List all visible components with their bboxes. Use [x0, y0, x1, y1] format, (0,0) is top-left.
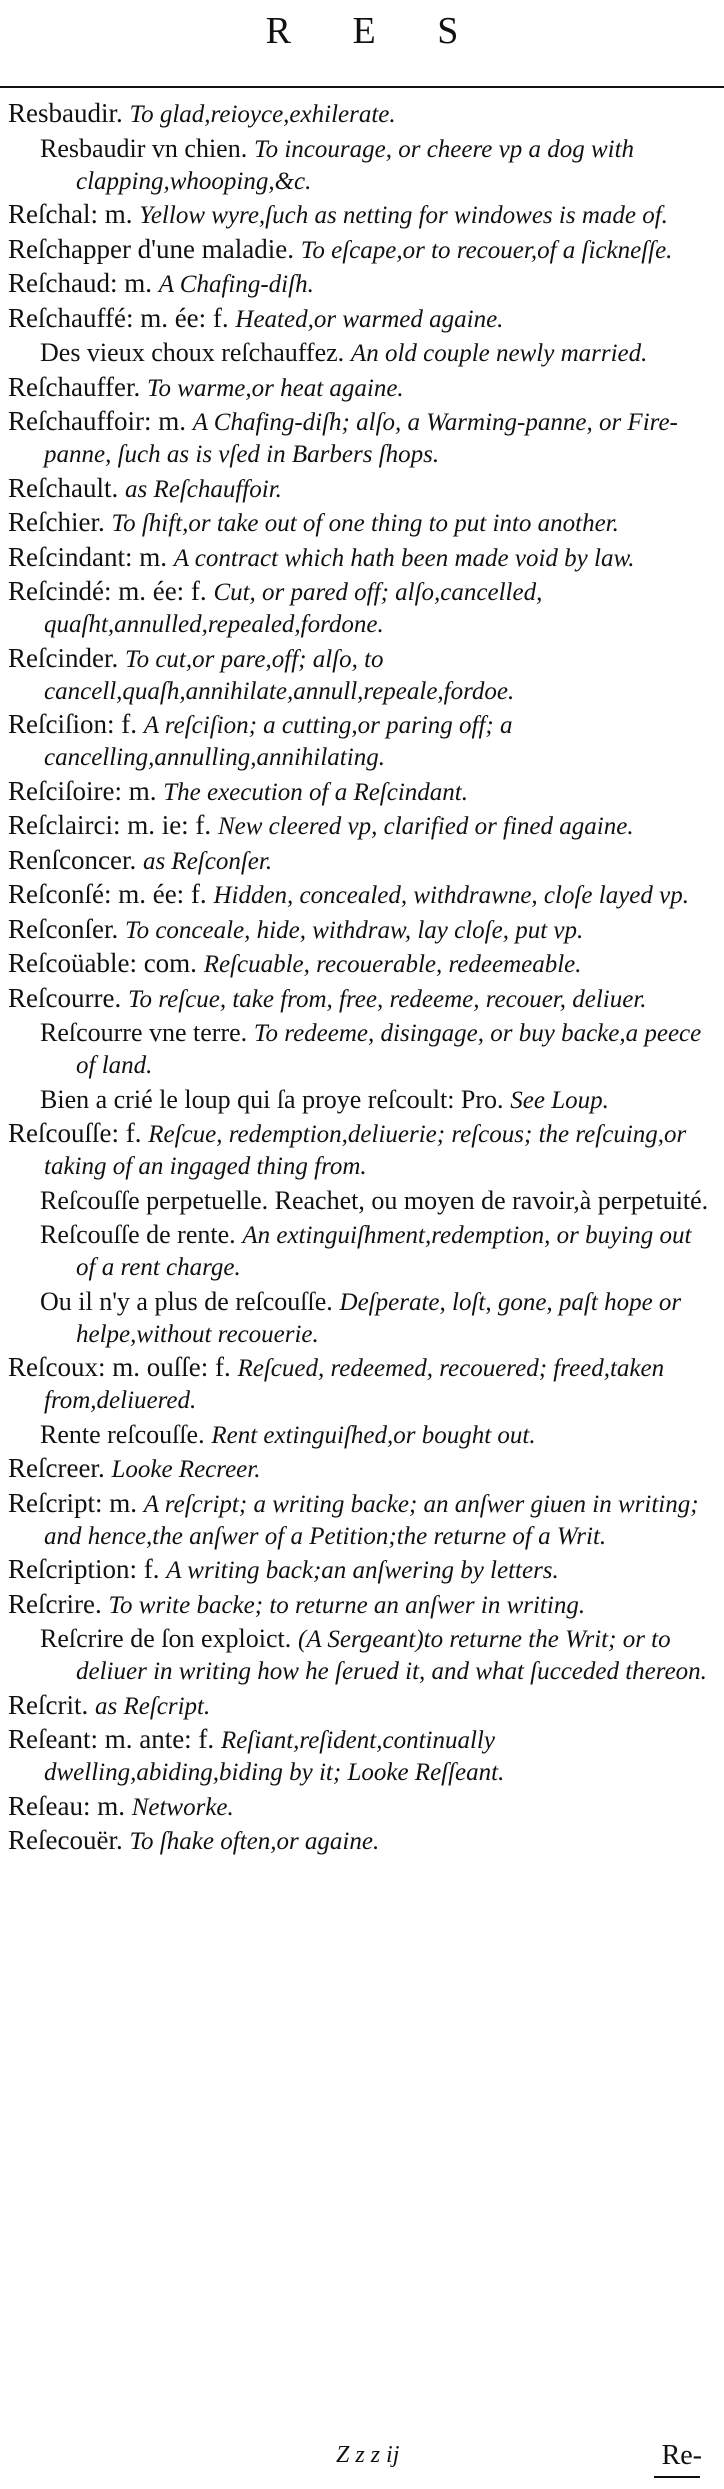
entry-headword: Reſchauffé: m. ée: f. [8, 302, 229, 333]
dictionary-entry [8, 845, 716, 877]
dictionary-entry [8, 1488, 716, 1552]
entry-headword: Reſchier. [8, 507, 105, 537]
entry-headword: Reſcourre. [8, 982, 122, 1013]
entry-definition: Yellow wyre,ſuch as netting for windowes is made of. [139, 202, 668, 229]
entry-definition: An old couple newly married. [350, 340, 648, 367]
entry-definition: A contract which hath been made void by law. [173, 544, 635, 572]
sub-entry [8, 133, 716, 197]
entry-headword: Resbaudir vn chien. [40, 133, 248, 163]
entry-definition: A reſciſion; a cutting,or paring off; a cancelling,annulling,annihilating. [44, 712, 513, 771]
entry-headword: Reſcouſſe de rente. [40, 1220, 236, 1249]
entry-headword: Reſcourre vne terre. [40, 1018, 248, 1047]
entry-headword: Reſchauffer. [8, 371, 141, 402]
dictionary-entry [8, 1352, 716, 1416]
dictionary-entry [8, 914, 716, 946]
dictionary-entry [8, 1453, 716, 1485]
dictionary-entry [8, 1554, 716, 1586]
entry-definition: To reſcue, take from, free, redeeme, recouer, deliuer. [127, 985, 647, 1013]
entry-headword: Reſcindé: m. ée: f. [8, 576, 207, 606]
dictionary-entry [8, 879, 716, 911]
dictionary-entry [8, 576, 716, 640]
dictionary-entry [8, 372, 716, 404]
entry-definition: as Reſconſer. [142, 847, 273, 875]
entry-definition: Networke. [131, 1793, 234, 1821]
entry-headword: Reſcouſſe perpetuelle. Reachet, ou moyen de ravoir,à perpetuité. [40, 1185, 709, 1215]
sub-entry [8, 1419, 716, 1451]
entry-headword: Reſconſé: m. ée: f. [8, 879, 207, 909]
entry-definition: Heated,or warmed againe. [235, 305, 504, 333]
entry-headword: Reſcription: f. [8, 1554, 160, 1584]
entry-headword: Reſcreer. [8, 1453, 105, 1483]
entry-definition: as Reſcript. [94, 1692, 211, 1720]
entry-definition: Looke Recreer. [111, 1456, 261, 1483]
dictionary-entry [8, 406, 716, 470]
entry-definition: To incourage, or cheere vp a dog with clapping,whooping,&c. [76, 135, 635, 195]
entry-definition: See Loup. [510, 1086, 609, 1114]
dictionary-entry [8, 1589, 716, 1621]
sub-entry [8, 1623, 716, 1687]
entry-headword: Reſcrit. [8, 1689, 89, 1720]
entry-headword: Reſcoüable: com. [8, 948, 197, 978]
entry-definition: A writing back;an anſwering by letters. [166, 1557, 559, 1584]
entry-definition: To eſcape,or to recouer,of a ſickneſſe. [300, 236, 673, 264]
entry-definition: To glad,reioyce,exhilerate. [129, 101, 396, 128]
dictionary-column [8, 98, 716, 1860]
dictionary-entry [8, 810, 716, 842]
entry-definition: The execution of a Reſcindant. [163, 778, 468, 806]
dictionary-entry [8, 542, 716, 574]
entry-headword: Reſcouſſe: f. [8, 1118, 142, 1148]
entry-headword: Bien a crié le loup qui ſa proye reſcoult: Pro. [40, 1084, 504, 1114]
entry-definition: To warme,or heat againe. [146, 374, 404, 402]
entry-headword: Reſcindant: m. [8, 541, 167, 572]
entry-definition: New cleered vp, clarified or fined againe. [217, 813, 634, 840]
entry-definition: Cut, or pared off; alſo,cancelled, quaſht,annulled,repealed,fordone. [44, 579, 543, 638]
entry-definition: Reſcuable, recouerable, redeemeable. [203, 951, 582, 978]
entry-headword: Reſecouër. [8, 1825, 123, 1855]
entry-headword: Reſchaud: m. [8, 268, 152, 298]
entry-headword: Reſchal: m. [8, 199, 133, 229]
sub-entry [8, 1017, 716, 1081]
entry-headword: Reſcoux: m. ouſſe: f. [8, 1352, 231, 1382]
sub-entry [8, 1286, 716, 1350]
page-header [0, 0, 724, 62]
dictionary-entry [8, 1724, 716, 1788]
entry-headword: Resbaudir. [8, 98, 123, 128]
entry-definition: Deſperate, loſt, gone, paſt hope or helpe,without recouerie. [76, 1288, 682, 1348]
entry-definition: An extinguiſhment,redemption, or buying out of a rent charge. [76, 1222, 692, 1281]
entry-definition: A reſcript; a writing backe; an anſwer giuen in writing; and hence,the anſwer of a Petition;the returne of a Writ. [44, 1490, 699, 1550]
dictionary-entry [8, 268, 716, 300]
entry-headword: Reſciſion: f. [8, 709, 137, 739]
entry-headword: Reſchauffoir: m. [8, 406, 186, 436]
entry-headword: Ou il n'y a plus de reſcouſſe. [40, 1286, 333, 1316]
entry-definition: To ſhift,or take out of one thing to put into another. [111, 510, 619, 537]
catchword: Re- [661, 2440, 702, 2471]
dictionary-entry [8, 983, 716, 1015]
dictionary-entry [8, 776, 716, 808]
dictionary-entry [8, 1118, 716, 1182]
entry-definition: Reſiant,reſident,continually dwelling,abiding,biding by it; Looke Reſſeant. [44, 1727, 505, 1786]
dictionary-entry [8, 199, 716, 231]
sub-entry [8, 1219, 716, 1283]
entry-definition: Rent extinguiſhed,or bought out. [211, 1421, 536, 1449]
page-footer [0, 2440, 724, 2480]
entry-headword: Reſeant: m. ante: f. [8, 1724, 215, 1754]
entry-definition: To conceale, hide, withdraw, lay cloſe, put vp. [124, 916, 584, 944]
entry-headword: Reſcript: m. [8, 1487, 137, 1518]
sub-entry [8, 1084, 716, 1116]
entry-headword: Reſcinder. [8, 642, 119, 673]
entry-definition: To write backe; to returne an anſwer in writing. [108, 1591, 586, 1619]
dictionary-entry [8, 234, 716, 266]
dictionary-entry [8, 473, 716, 505]
entry-headword: Renſconcer. [8, 844, 137, 875]
dictionary-entry [8, 1690, 716, 1722]
sub-entry [8, 1185, 716, 1217]
sub-entry [8, 337, 716, 369]
dictionary-entry [8, 1825, 716, 1857]
entry-definition: To cut,or pare,off; alſo, to cancell,quaſh,annihilate,annull,repeale,fordoe. [44, 645, 515, 705]
entry-headword: Des vieux choux reſchauffez. [40, 338, 345, 367]
entry-definition: Hidden, concealed, withdrawne, cloſe layed vp. [213, 882, 689, 909]
dictionary-entry [8, 948, 716, 980]
entry-definition: (A Sergeant)to returne the Writ; or to deliuer in writing how he ſerued it, and what ſucceded thereon. [76, 1626, 707, 1685]
entry-definition: To redeeme, disingage, or buy backe,a peece of land. [76, 1020, 702, 1079]
entry-headword: Reſclairci: m. ie: f. [8, 810, 212, 840]
entry-headword: Reſconſer. [8, 913, 119, 944]
entry-definition: as Reſchauffoir. [124, 475, 282, 503]
entry-headword: Reſciſoire: m. [8, 775, 157, 806]
dictionary-entry [8, 1791, 716, 1823]
entry-headword: Reſcrire de ſon exploict. [40, 1624, 292, 1653]
entry-headword: Reſchapper d'une maladie. [8, 233, 294, 264]
dictionary-entry [8, 709, 716, 773]
dictionary-entry [8, 303, 716, 335]
entry-definition: Reſcue, redemption,deliuerie; reſcous; the reſcuing,or taking of an ingaged thing from. [44, 1121, 687, 1180]
entry-definition: A Chafing-diſh. [158, 271, 314, 298]
entry-definition: Reſcued, redeemed, recouered; freed,taken from,deliuered. [44, 1355, 665, 1414]
entry-headword: Reſchault. [8, 472, 119, 503]
dictionary-entry [8, 507, 716, 539]
entry-headword: Rente reſcouſſe. [40, 1419, 205, 1449]
header-rule [0, 86, 724, 88]
catchword-rule [654, 2476, 700, 2478]
dictionary-entry [8, 98, 716, 130]
entry-headword: Reſcrire. [8, 1588, 102, 1619]
entry-definition: A Chafing-diſh; alſo, a Warming-panne, or Fire-panne, ſuch as is vſed in Barbers ſhops. [44, 409, 678, 468]
signature-mark: Z z z ij [336, 2442, 400, 2468]
running-head: R E S [265, 10, 485, 52]
dictionary-entry [8, 643, 716, 707]
entry-headword: Reſeau: m. [8, 1790, 125, 1821]
entry-definition: To ſhake often,or againe. [129, 1828, 380, 1855]
